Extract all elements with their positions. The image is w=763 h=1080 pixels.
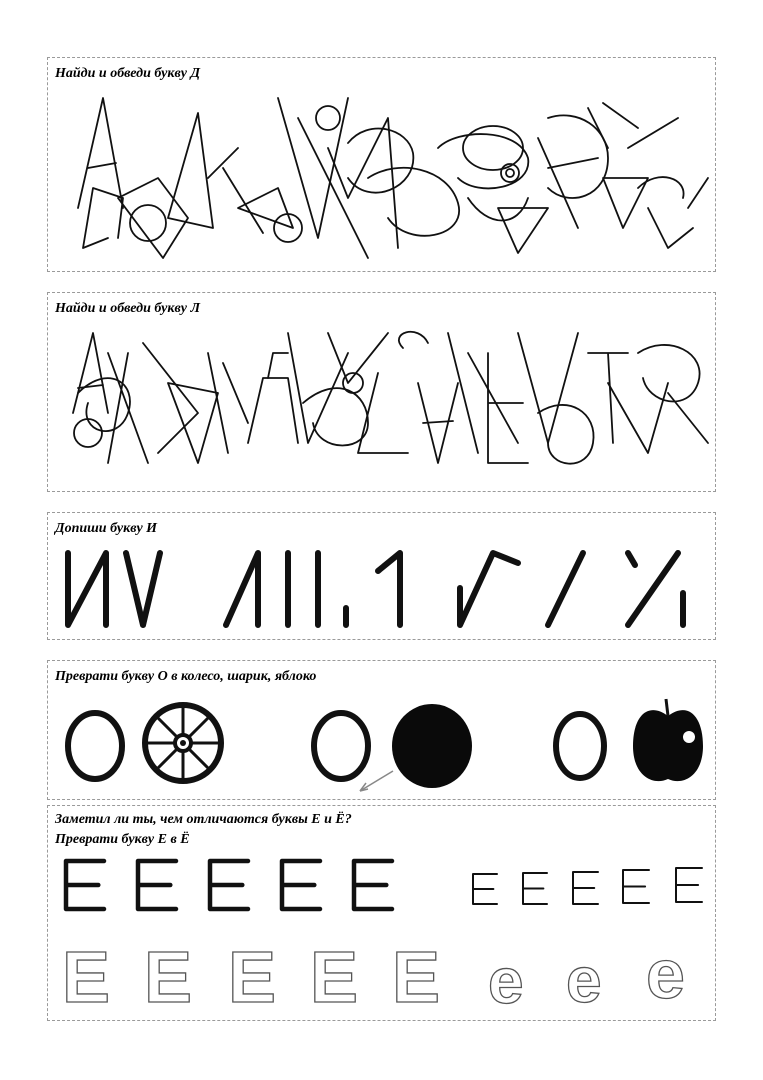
tangled-letters-l <box>48 293 717 493</box>
letter-e-stroke <box>354 861 392 909</box>
letter-o-outline <box>68 713 122 779</box>
tangled-letters-d <box>48 58 717 273</box>
o-transformations <box>48 661 717 801</box>
partial-letters-i <box>48 513 717 641</box>
task-heading: Преврати букву О в колесо, шарик, яблоко <box>55 669 317 684</box>
letter-o-outline <box>556 714 604 778</box>
letter-e-stroke <box>282 861 320 909</box>
task-heading: Допиши букву И <box>55 521 158 536</box>
letter-e-outline-lowercase: e <box>566 944 602 1016</box>
letter-e-stroke <box>473 874 497 904</box>
letter-e-stroke <box>523 873 547 904</box>
apple-icon <box>633 699 703 781</box>
letter-e-outline: E <box>392 938 441 1018</box>
letter-e-stroke <box>676 868 702 902</box>
panel-find-letter-l <box>47 292 716 492</box>
letter-e-stroke <box>66 861 104 909</box>
task-heading-line1: Заметил ли ты, чем отличаются буквы Е и Ё? <box>55 812 352 827</box>
letter-e-outline-lowercase: e <box>646 935 685 1013</box>
letter-e-stroke <box>623 870 649 903</box>
letter-e-outline: E <box>310 938 359 1018</box>
letter-e-outline: E <box>144 938 193 1018</box>
task-heading: Найди и обведи букву Д <box>55 66 201 81</box>
letter-o-outline <box>314 713 368 779</box>
letter-e-outline: E <box>228 938 277 1018</box>
task-heading-line2: Преврати букву Е в Ё <box>55 832 190 847</box>
panel-complete-letter-i <box>47 512 716 640</box>
wheel-icon <box>145 705 221 781</box>
letter-e-outline-lowercase: e <box>488 945 524 1017</box>
task-heading: Найди и обведи букву Л <box>55 301 201 316</box>
panel-letters-e-yo <box>47 805 716 1021</box>
panel-find-letter-d <box>47 57 716 272</box>
letter-e-stroke <box>210 861 248 909</box>
letter-e-outline: E <box>62 938 111 1018</box>
balloon-icon <box>360 704 472 791</box>
letter-e-rows <box>48 806 717 1022</box>
panel-transform-letter-o <box>47 660 716 800</box>
letter-e-stroke <box>573 872 598 904</box>
letter-e-stroke <box>138 861 176 909</box>
